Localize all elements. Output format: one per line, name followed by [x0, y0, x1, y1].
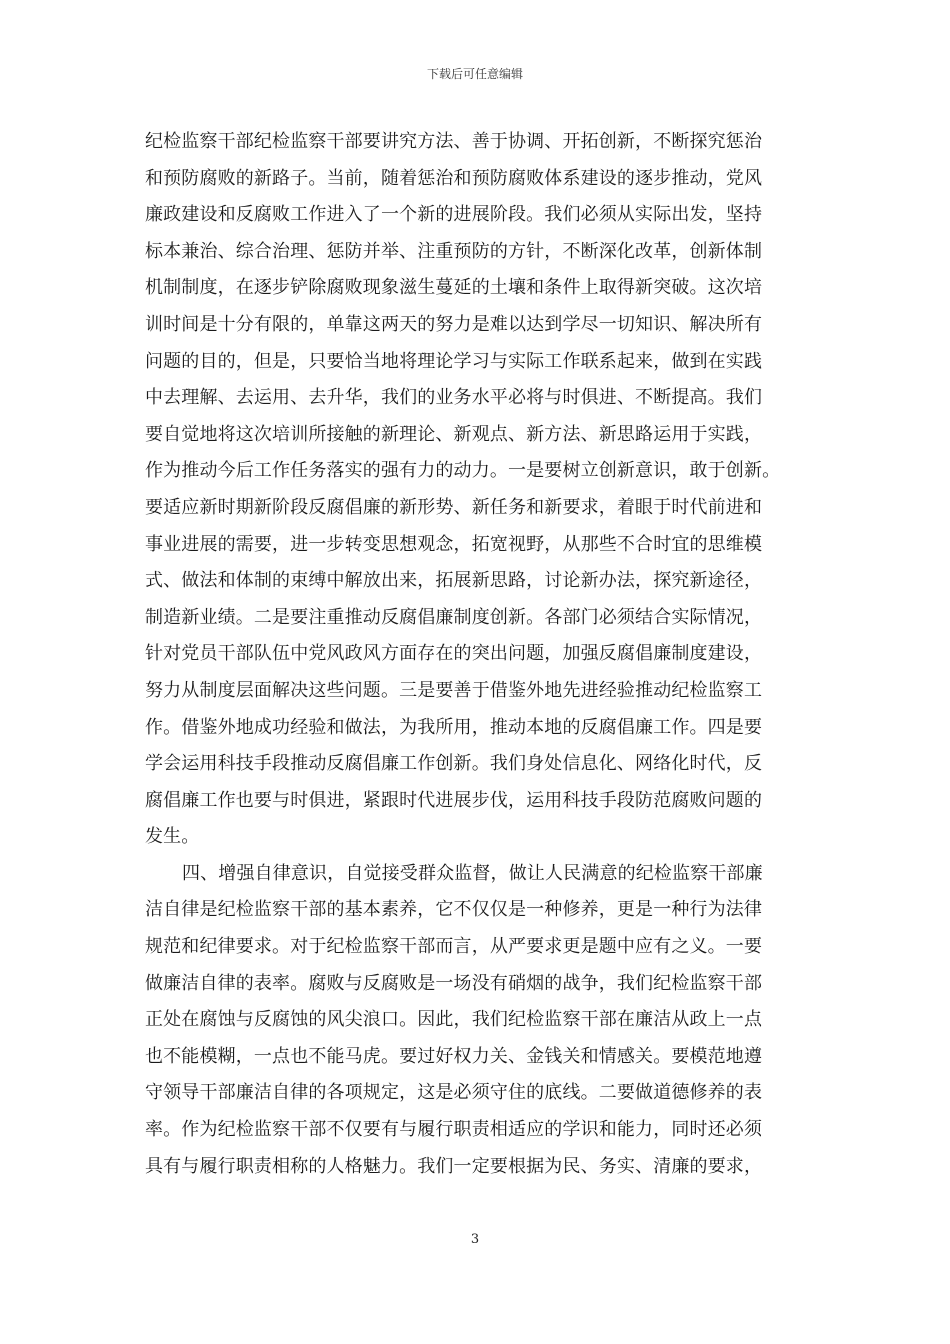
body-line: 事业进展的需要，进一步转变思想观念，拓宽视野，从那些不合时宜的思维模 [145, 533, 763, 555]
body-line: 问题的目的，但是，只要恰当地将理论学习与实际工作联系起来，做到在实践 [145, 350, 763, 372]
body-line: 守领导干部廉洁自律的各项规定，这是必须守住的底线。二要做道德修养的表 [145, 1082, 763, 1104]
document-body [145, 124, 807, 1185]
body-line: 具有与履行职责相称的人格魅力。我们一定要根据为民、务实、清廉的要求， [145, 1155, 763, 1177]
body-line: 腐倡廉工作也要与时俱进，紧跟时代进展步伐，运用科技手段防范腐败问题的 [145, 789, 763, 811]
body-line: 廉政建设和反腐败工作进入了一个新的进展阶段。我们必须从实际出发，坚持 [145, 204, 763, 226]
body-line: 纪检监察干部纪检监察干部要讲究方法、善于协调、开拓创新，不断探究惩治 [145, 131, 763, 152]
body-line: 努力从制度层面解决这些问题。三是要善于借鉴外地先进经验推动纪检监察工 [145, 679, 763, 701]
body-line: 制造新业绩。二是要注重推动反腐倡廉制度创新。各部门必须结合实际情况， [145, 606, 763, 628]
body-line: 要适应新时期新阶段反腐倡廉的新形势、新任务和新要求，着眼于时代前进和 [145, 496, 763, 518]
body-line: 作为推动今后工作任务落实的强有力的动力。一是要树立创新意识，敢于创新。 [145, 460, 781, 482]
body-line: 和预防腐败的新路子。当前，随着惩治和预防腐败体系建设的逐步推动，党风 [145, 167, 763, 189]
body-line: 也不能模糊，一点也不能马虎。要过好权力关、金钱关和情感关。要模范地遵 [145, 1045, 763, 1067]
body-line: 规范和纪律要求。对于纪检监察干部而言，从严要求更是题中应有之义。一要 [145, 936, 763, 958]
page-header: 下载后可任意编辑 [426, 67, 523, 81]
body-line: 做廉洁自律的表率。腐败与反腐败是一场没有硝烟的战争，我们纪检监察干部 [145, 972, 763, 994]
body-line: 针对党员干部队伍中党风政风方面存在的突出问题，加强反腐倡廉制度建设， [145, 643, 763, 665]
body-line: 学会运用科技手段推动反腐倡廉工作创新。我们身处信息化、网络化时代，反 [145, 753, 763, 775]
body-line: 要自觉地将这次培训所接触的新理论、新观点、新方法、新思路运用于实践， [145, 423, 763, 445]
body-line: 中去理解、去运用、去升华，我们的业务水平必将与时俱进、不断提高。我们 [145, 387, 763, 409]
body-line: 式、做法和体制的束缚中解放出来，拓展新思路，讨论新办法，探究新途径， [145, 570, 763, 592]
body-line: 机制制度，在逐步铲除腐败现象滋生蔓延的土壤和条件上取得新突破。这次培 [145, 277, 763, 299]
paragraph-first-line: 四、增强自律意识，自觉接受群众监督，做让人民满意的纪检监察干部廉 [182, 862, 763, 884]
body-line: 率。作为纪检监察干部不仅要有与履行职责相适应的学识和能力，同时还必须 [145, 1119, 763, 1141]
body-line: 洁自律是纪检监察干部的基本素养，它不仅仅是一种修养，更是一种行为法律 [145, 899, 763, 921]
body-line: 标本兼治、综合治理、惩防并举、注重预防的方针，不断深化改革，创新体制 [145, 240, 763, 262]
body-line: 发生。 [145, 826, 200, 848]
page-number: 3 [470, 1232, 480, 1247]
body-line: 训时间是十分有限的，单靠这两天的努力是难以达到学尽一切知识、解决所有 [145, 313, 763, 335]
body-line: 正处在腐蚀与反腐蚀的风尖浪口。因此，我们纪检监察干部在廉洁从政上一点 [145, 1009, 763, 1031]
body-line: 作。借鉴外地成功经验和做法，为我所用，推动本地的反腐倡廉工作。四是要 [145, 716, 763, 738]
